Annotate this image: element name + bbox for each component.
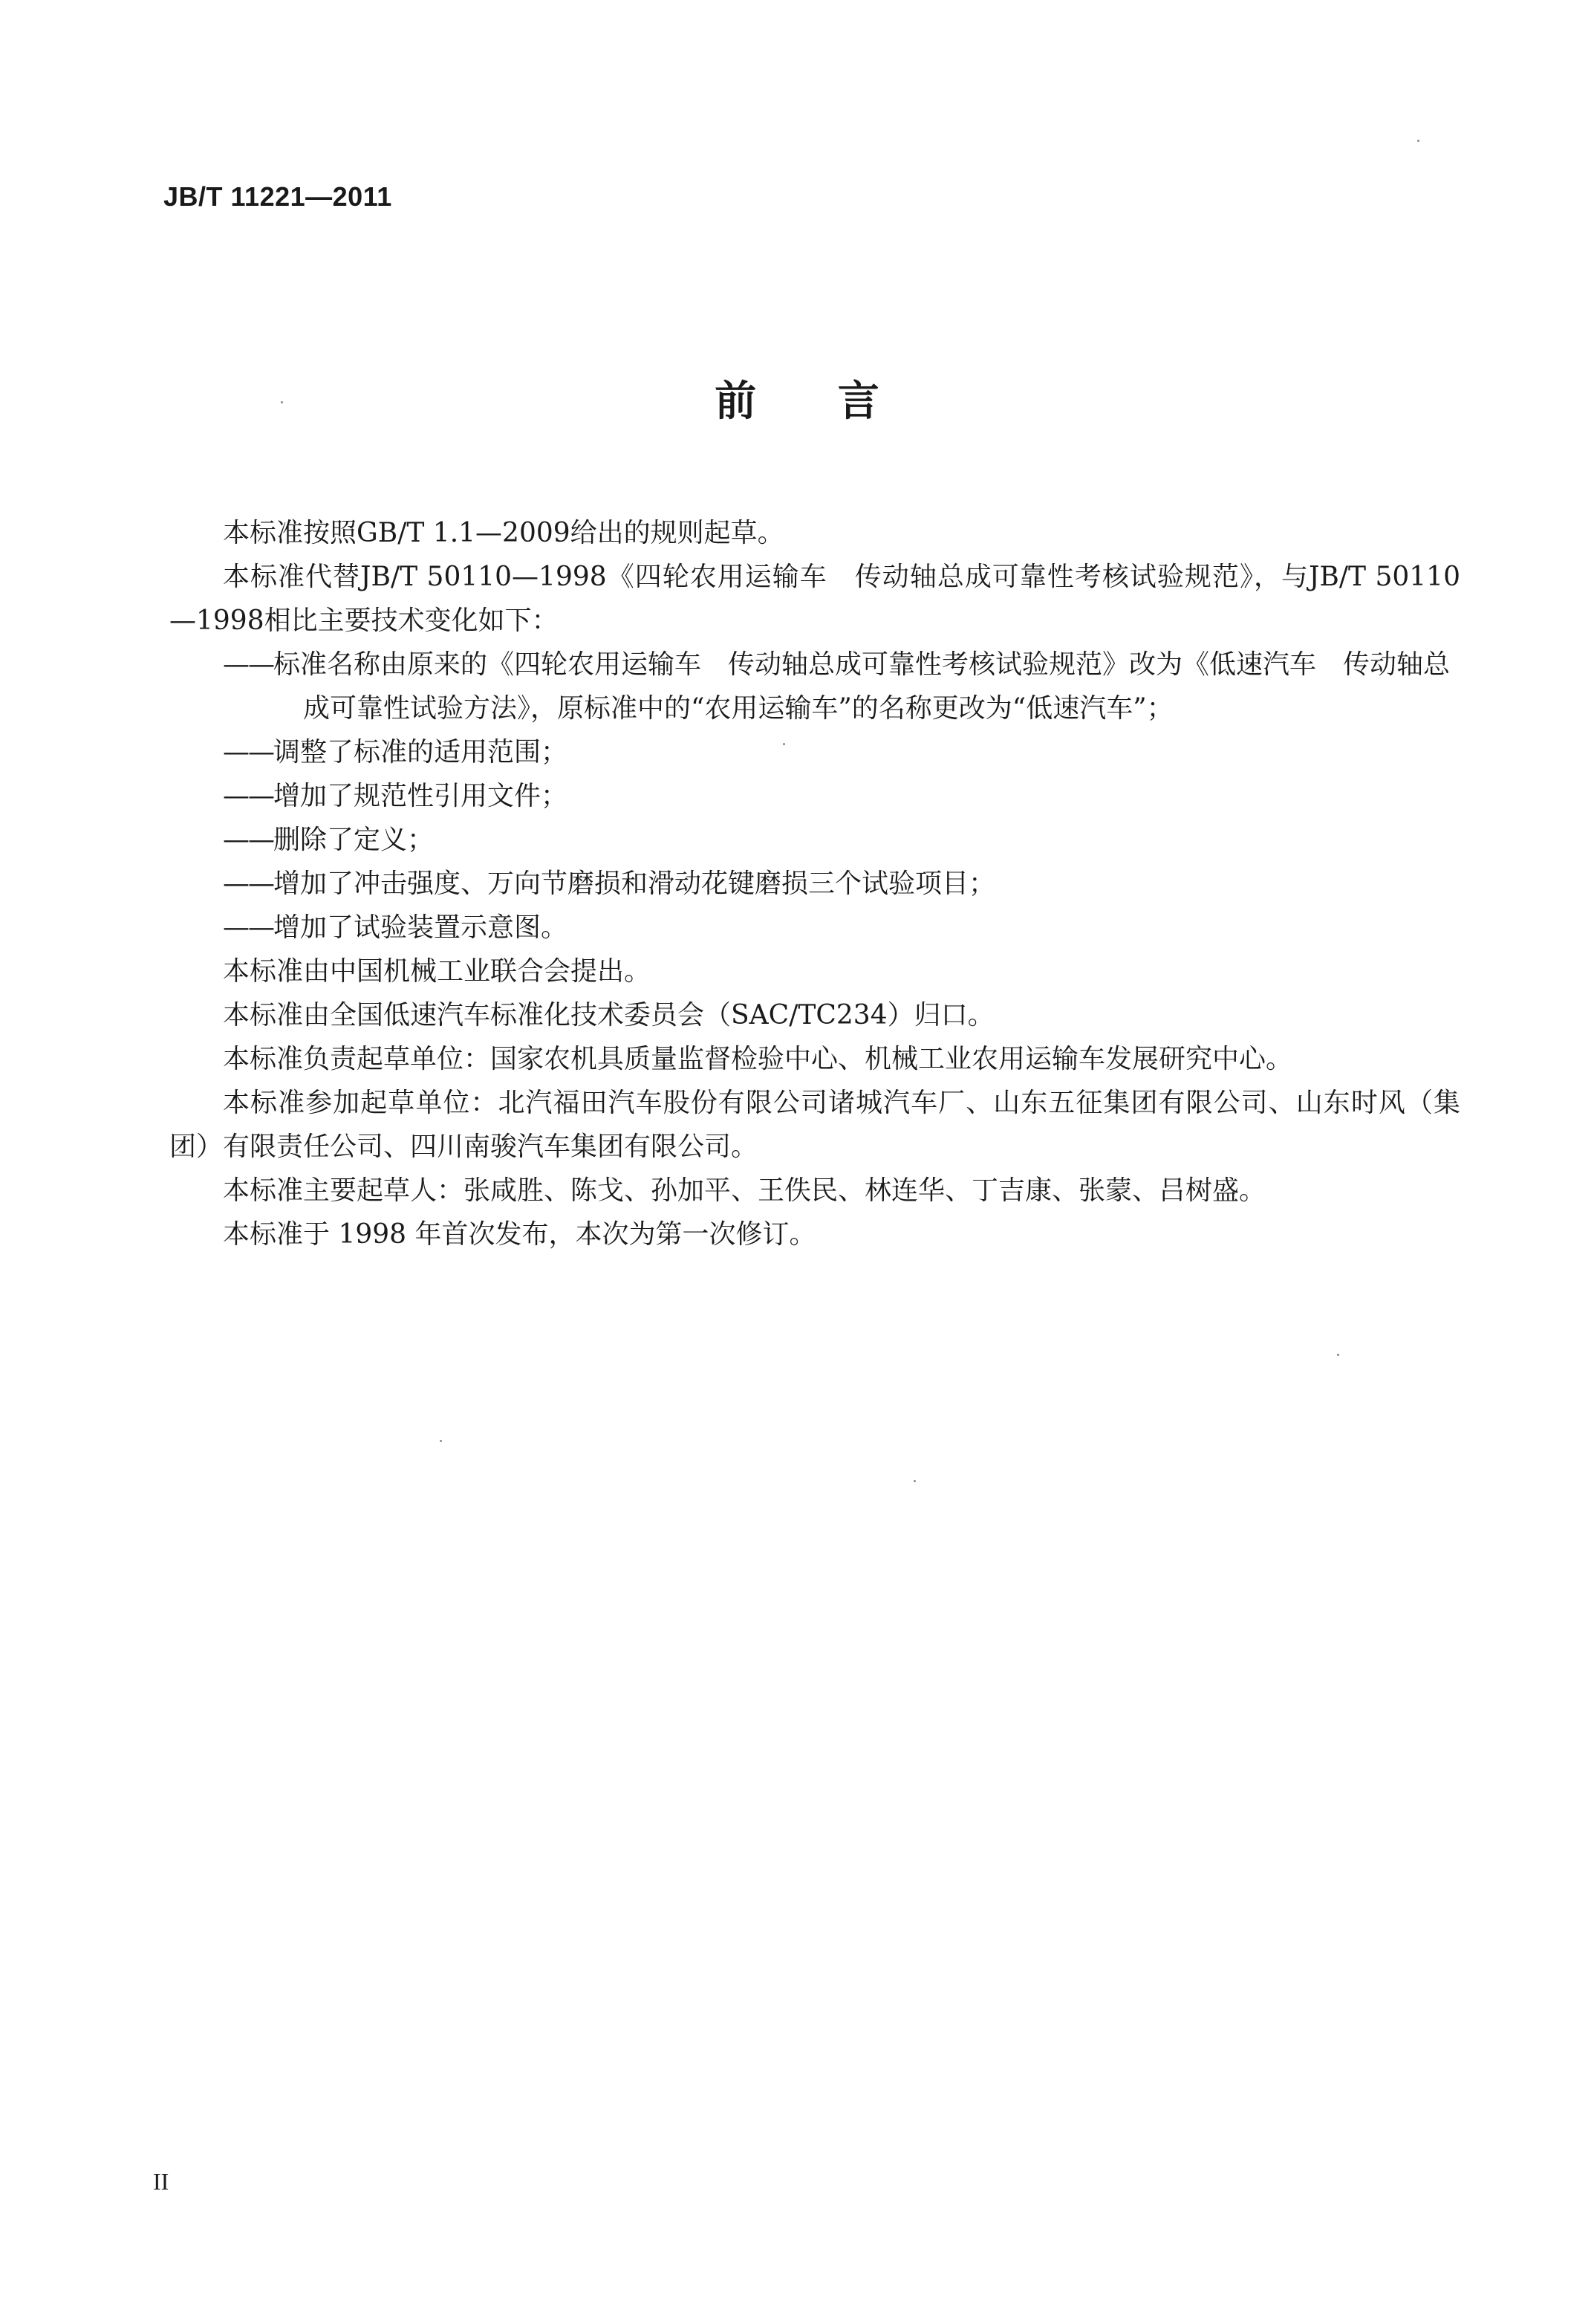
scan-speck xyxy=(440,1440,442,1442)
list-dash: —— xyxy=(223,781,273,811)
scan-speck xyxy=(783,743,785,745)
foreword-body xyxy=(169,511,1460,1256)
paragraph-participating-units: 本标准参加起草单位：北汽福田汽车股份有限公司诸城汽车厂、山东五征集团有限公司、山东时风（集团）有限责任公司、四川南骏汽车集团有限公司。 xyxy=(169,1088,1460,1162)
list-item-text: 删除了定义； xyxy=(273,825,435,855)
list-item xyxy=(223,906,1460,950)
list-dash: —— xyxy=(223,912,273,943)
paragraph-history: 本标准于 1998 年首次发布，本次为第一次修订。 xyxy=(223,1219,816,1250)
list-item-text: 增加了冲击强度、万向节磨损和滑动花键磨损三个试验项目； xyxy=(273,869,996,899)
list-item xyxy=(223,862,1460,906)
list-item-text: 调整了标准的适用范围； xyxy=(273,737,568,767)
list-item xyxy=(223,730,1460,774)
scan-speck xyxy=(1337,1354,1339,1356)
paragraph-responsible-units: 本标准负责起草单位：国家农机具质量监督检验中心、机械工业农用运输车发展研究中心。 xyxy=(223,1044,1293,1074)
scan-speck xyxy=(1417,140,1419,142)
list-item xyxy=(223,774,1460,818)
list-item xyxy=(223,643,1460,730)
scan-speck xyxy=(281,401,283,403)
list-item xyxy=(223,818,1460,862)
page-title: 前 言 xyxy=(715,377,879,426)
scan-speck xyxy=(914,1480,916,1482)
paragraph-drafting-rules: 本标准按照GB/T 1.1—2009给出的规则起草。 xyxy=(223,518,784,548)
list-dash: —— xyxy=(223,649,273,680)
paragraph-committee: 本标准由全国低速汽车标准化技术委员会（SAC/TC234）归口。 xyxy=(223,1000,995,1030)
list-dash: —— xyxy=(223,869,273,899)
standard-number: JB/T 11221—2011 xyxy=(163,181,392,212)
paragraph-proposer: 本标准由中国机械工业联合会提出。 xyxy=(223,956,651,987)
list-item-text: 增加了试验装置示意图。 xyxy=(273,912,568,943)
list-item-text: 标准名称由原来的《四轮农用运输车 传动轴总成可靠性考核试验规范》改为《低速汽车 传动轴总成可靠性试验方法》，原标准中的“农用运输车”的名称更改为“低速汽车”； xyxy=(273,649,1451,724)
list-dash: —— xyxy=(223,737,273,767)
paragraph-drafters: 本标准主要起草人：张咸胜、陈戈、孙加平、王佚民、林连华、丁吉康、张蒙、吕树盛。 xyxy=(223,1175,1266,1206)
page-number: II xyxy=(153,2168,169,2195)
list-dash: —— xyxy=(223,825,273,855)
paragraph-replacement: 本标准代替JB/T 50110—1998《四轮农用运输车 传动轴总成可靠性考核试验规范》，与JB/T 50110—1998相比主要技术变化如下： xyxy=(169,562,1460,636)
list-item-text: 增加了规范性引用文件； xyxy=(273,781,568,811)
